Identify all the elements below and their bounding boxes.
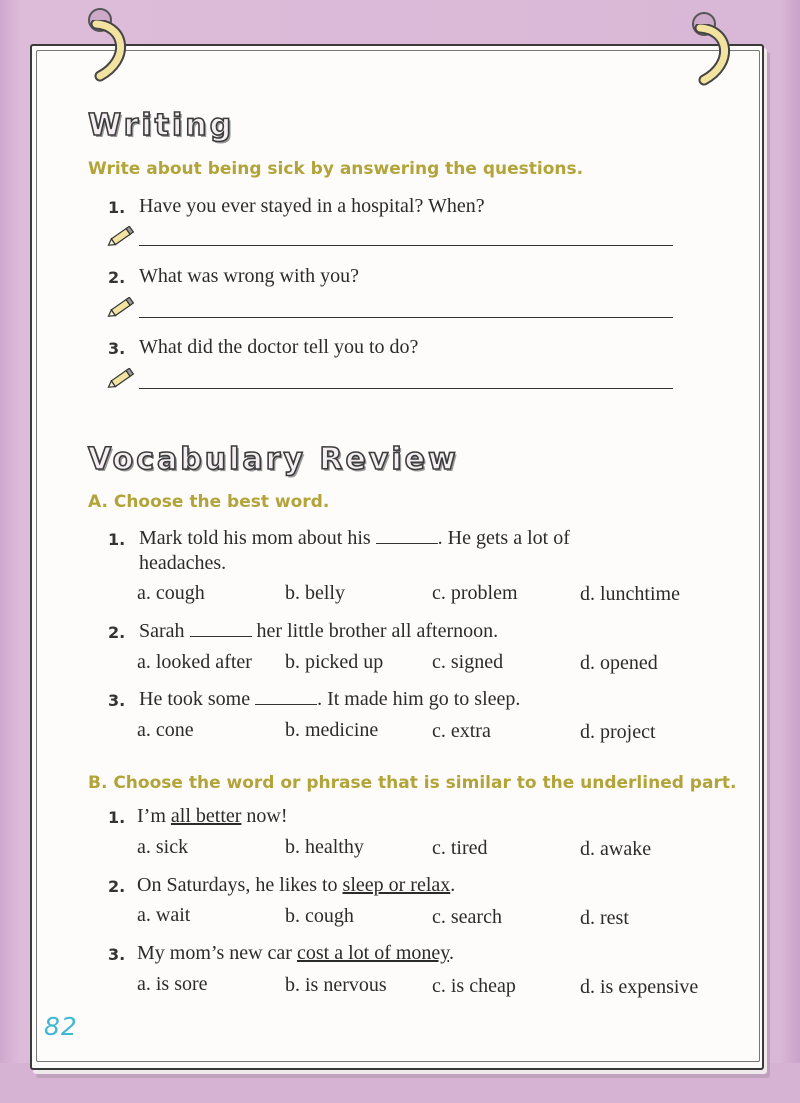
a2-number: 2. bbox=[108, 623, 126, 642]
option-a[interactable]: a. sick bbox=[137, 836, 189, 858]
b2-number: 2. bbox=[108, 877, 126, 896]
option-b[interactable]: b. medicine bbox=[285, 719, 379, 741]
option-a[interactable]: a. cough bbox=[137, 582, 205, 604]
option-d[interactable]: d. rest bbox=[580, 907, 629, 929]
option-a[interactable]: a. wait bbox=[137, 904, 191, 926]
b1-number: 1. bbox=[108, 808, 126, 827]
option-d[interactable]: d. awake bbox=[580, 838, 652, 860]
option-b[interactable]: b. healthy bbox=[285, 836, 364, 858]
writing-title: Writing bbox=[88, 108, 235, 143]
answer-blank[interactable] bbox=[376, 529, 438, 544]
option-c[interactable]: c. signed bbox=[432, 651, 504, 673]
b3-question: My mom’s new car cost a lot of money. bbox=[137, 942, 454, 964]
option-d[interactable]: d. opened bbox=[580, 652, 658, 674]
option-a[interactable]: a. looked after bbox=[137, 651, 252, 673]
part-a-directions: A. Choose the best word. bbox=[88, 492, 330, 512]
answer-blank[interactable] bbox=[190, 622, 252, 637]
a1-number: 1. bbox=[108, 530, 126, 549]
writing-q3-number: 3. bbox=[108, 339, 126, 358]
a1-question: Mark told his mom about his . He gets a lot of bbox=[139, 527, 570, 549]
writing-q1-text: Have you ever stayed in a hospital? When? bbox=[139, 195, 485, 217]
page-number: 82 bbox=[44, 1012, 78, 1041]
b3-number: 3. bbox=[108, 945, 126, 964]
pencil-icon bbox=[106, 297, 136, 319]
a2-question: Sarah her little brother all afternoon. bbox=[139, 620, 499, 642]
option-a[interactable]: a. cone bbox=[137, 719, 194, 741]
underlined-phrase: all better bbox=[170, 805, 242, 827]
writing-directions: Write about being sick by answering the questions. bbox=[88, 159, 584, 179]
option-b[interactable]: b. is nervous bbox=[285, 974, 387, 996]
option-c[interactable]: c. problem bbox=[432, 582, 518, 604]
vocab-title: Vocabulary Review bbox=[88, 442, 459, 477]
option-a[interactable]: a. is sore bbox=[137, 973, 208, 995]
writing-q3-text: What did the doctor tell you to do? bbox=[139, 336, 419, 358]
option-c[interactable]: c. search bbox=[432, 906, 502, 928]
option-c[interactable]: c. is cheap bbox=[432, 975, 516, 997]
b1-question: I’m all better now! bbox=[137, 805, 288, 827]
writing-q2-number: 2. bbox=[108, 268, 126, 287]
answer-line[interactable] bbox=[139, 245, 673, 246]
underlined-phrase: cost a lot of money bbox=[296, 942, 449, 964]
writing-q2-text: What was wrong with you? bbox=[139, 265, 359, 287]
option-b[interactable]: b. cough bbox=[285, 905, 354, 927]
option-d[interactable]: d. lunchtime bbox=[580, 583, 680, 605]
option-d[interactable]: d. is expensive bbox=[580, 976, 699, 998]
part-b-directions: B. Choose the word or phrase that is similar to the underlined part. bbox=[88, 773, 737, 793]
binder-ring-icon bbox=[86, 20, 128, 84]
underlined-phrase: sleep or relax bbox=[342, 874, 451, 896]
b2-question: On Saturdays, he likes to sleep or relax. bbox=[137, 874, 456, 896]
answer-line[interactable] bbox=[139, 317, 673, 318]
writing-q1-number: 1. bbox=[108, 198, 126, 217]
a1-question-line2: headaches. bbox=[139, 552, 227, 574]
option-b[interactable]: b. picked up bbox=[285, 651, 384, 673]
option-c[interactable]: c. extra bbox=[432, 720, 491, 742]
option-c[interactable]: c. tired bbox=[432, 837, 488, 859]
option-b[interactable]: b. belly bbox=[285, 582, 345, 604]
pencil-icon bbox=[106, 226, 136, 248]
answer-line[interactable] bbox=[139, 388, 673, 389]
option-d[interactable]: d. project bbox=[580, 721, 656, 743]
answer-blank[interactable] bbox=[255, 690, 317, 705]
binder-ring-icon bbox=[690, 24, 732, 88]
a3-question: He took some . It made him go to sleep. bbox=[139, 688, 521, 710]
pencil-icon bbox=[106, 368, 136, 390]
a3-number: 3. bbox=[108, 691, 126, 710]
